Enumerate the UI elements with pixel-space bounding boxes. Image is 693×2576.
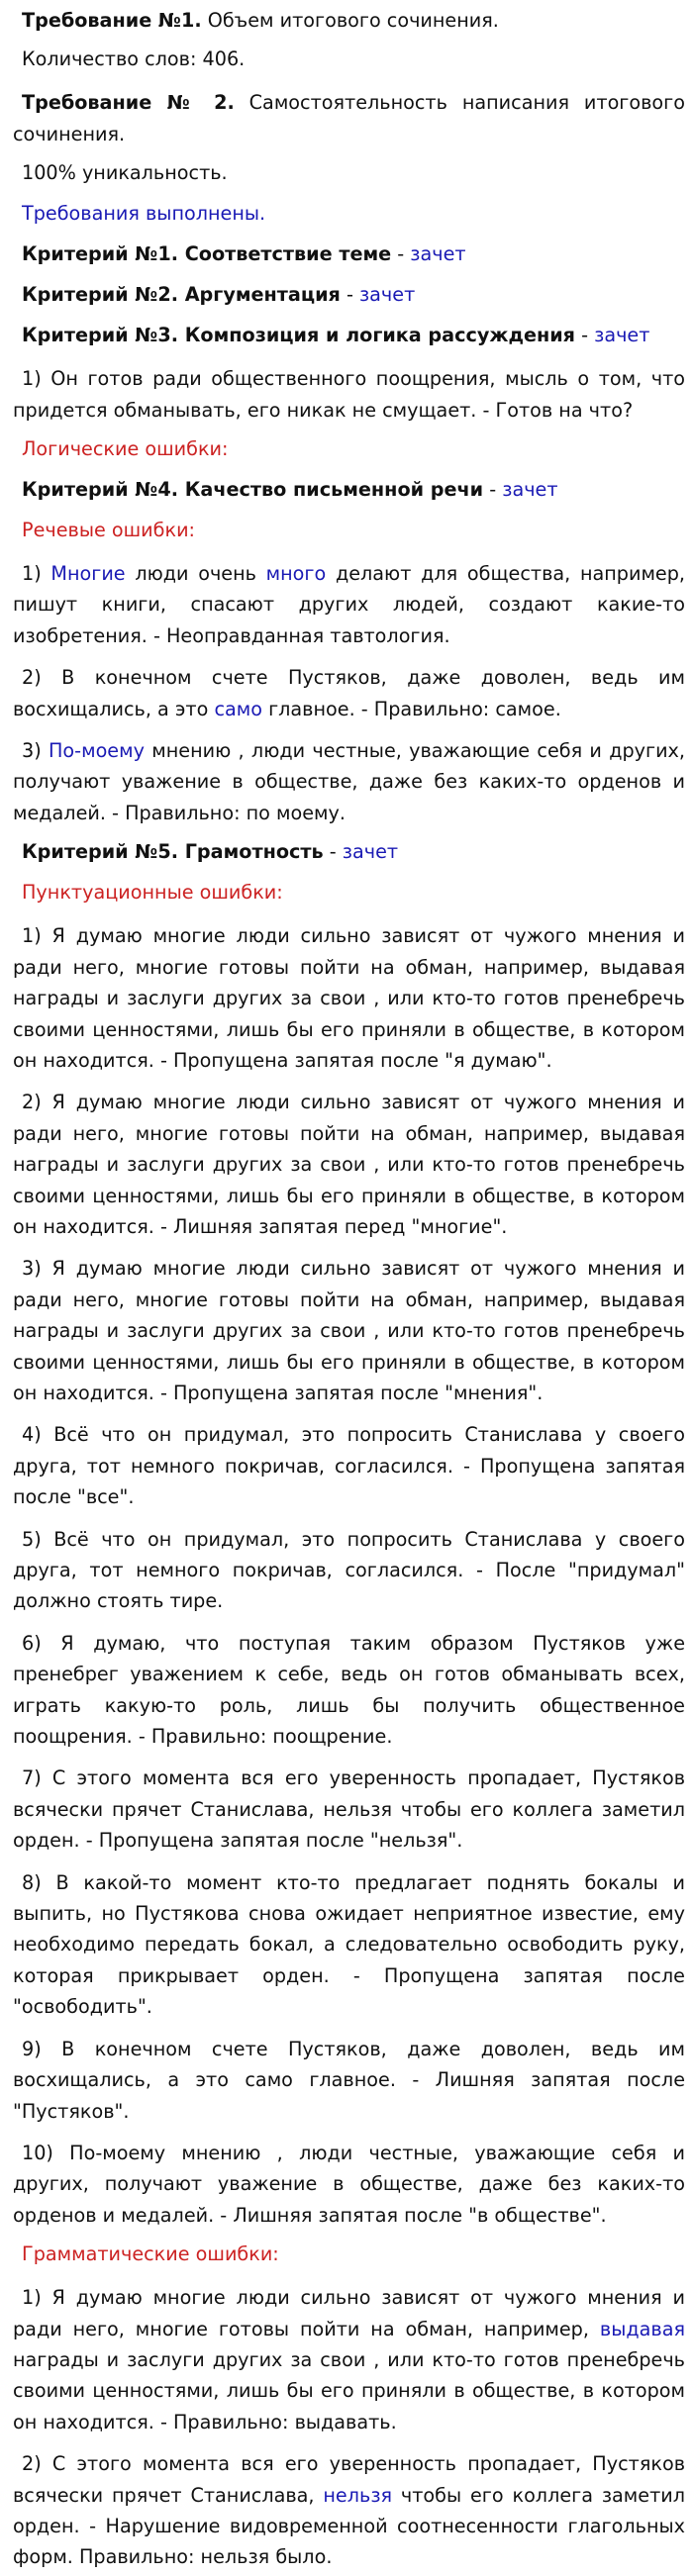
speech-item-3-post: мнению , люди честные, уважающие себя и других, получают уважение в обществе, даже без каких-то орденов и медалей. - Правильно: по моему.	[13, 739, 685, 824]
grammar-item-2-highlight: нельзя	[323, 2483, 393, 2507]
grammar-item-1-post: награды и заслуги других за свои , или кто-то готов пренебречь своими ценностями, лишь бы его приняли в обществе, в котором он находится. - Правильно: выдавать.	[13, 2347, 685, 2433]
logic-item-1: 1) Он готов ради общественного поощрения, мысль о том, что придется обманывать, его никак не смущает. - Готов на что?	[13, 367, 685, 422]
criterion-2-dash: -	[340, 283, 359, 307]
criterion-1-dash: -	[391, 242, 411, 266]
criterion-1-result: зачет	[410, 242, 466, 266]
logic-errors-label: Логические ошибки:	[22, 437, 229, 461]
criterion-1-title: Критерий №1. Соответствие теме	[22, 242, 392, 266]
criterion-4-title: Критерий №4. Качество письменной речи	[22, 478, 484, 502]
speech-item-1-highlight-2: много	[265, 562, 327, 586]
word-count: Количество слов: 406.	[22, 48, 246, 71]
grammar-item-2-post: чтобы его коллега заметил орден. - Нарушение видовременной соотнесенности глагольных форм. Правильно: нельзя было.	[13, 2483, 685, 2569]
punct-item-5: 5) Всё что он придумал, это попросить Станислава у своего друга, тот немного покричав, согласился. - После "придумал" должно стоять тире.	[13, 1527, 685, 1613]
uniqueness: 100% уникальность.	[22, 161, 228, 185]
criterion-2-title: Критерий №2. Аргументация	[22, 283, 341, 307]
grammar-item-1-highlight: выдавая	[599, 2317, 685, 2340]
speech-item-2-highlight: само	[214, 697, 262, 720]
grammar-item-1	[13, 2274, 685, 2440]
grammar-item-2-pre: 2) С этого момента вся его уверенность пропадает, Пустяков всячески прячет Станислава,	[13, 2452, 685, 2507]
criterion-3	[13, 315, 685, 355]
speech-item-1-pre: 1)	[22, 562, 51, 586]
criterion-4-result: зачет	[502, 478, 558, 502]
speech-item-2-post: главное. - Правильно: самое.	[261, 697, 561, 720]
criterion-3-title: Критерий №3. Композиция и логика рассуждения	[22, 324, 575, 347]
speech-errors-label: Речевые ошибки:	[22, 519, 196, 542]
punct-item-2: 2) Я думаю многие люди сильно зависят от чужого мнения и ради него, многие готовы пойти на обман, например, выдавая награды и заслуги других за свои , или кто-то готов пренебречь своими ценностями, лишь бы его приняли в обществе, в котором он находится. - Лишняя запятая перед "многие".	[13, 1091, 685, 1238]
punct-item-10: 10) По-моему мнению , люди честные, уважающие себя и других, получают уважение в обществе, даже без каких-то орденов и медалей. - Лишняя запятая после "в обществе".	[13, 2141, 685, 2227]
requirement-2	[13, 79, 685, 152]
criterion-3-dash: -	[575, 324, 595, 347]
criterion-2-result: зачет	[358, 283, 416, 307]
criterion-4-dash: -	[483, 478, 503, 502]
requirement-1-title: Требование №1.	[22, 9, 202, 32]
criterion-5-result: зачет	[342, 840, 399, 864]
criterion-1	[13, 234, 685, 274]
speech-item-1-post: делают для общества, например, пишут книги, спасают других людей, создают какие-то изобретения. - Неоправданная тавтология.	[13, 562, 685, 647]
criterion-4	[13, 469, 685, 510]
criterion-5-title: Критерий №5. Грамотность	[22, 840, 324, 864]
punct-item-8: 8) В какой-то момент кто-то предлагает поднять бокалы и выпить, но Пустякова снова ожидает неприятное известие, ему необходимо передать бокал, а следовательно освободить руку, которая прикрывает орден. - Пропущена запятая после "освободить".	[13, 1870, 685, 2019]
requirement-1-desc: Объем итогового сочинения.	[201, 9, 499, 32]
punct-item-7: 7) С этого момента вся его уверенность пропадает, Пустяков всячески прячет Станислава, нельзя чтобы его коллега заметил орден. - Пропущена запятая после "нельзя".	[13, 1766, 685, 1853]
speech-item-1-mid: люди очень	[125, 562, 266, 586]
criterion-2	[13, 274, 685, 315]
speech-item-3	[13, 727, 685, 831]
criterion-3-result: зачет	[594, 324, 650, 347]
criterion-5-dash: -	[323, 840, 343, 864]
grammar-item-2	[13, 2440, 685, 2576]
punctuation-errors-label: Пунктуационные ошибки:	[22, 881, 283, 905]
punct-item-6: 6) Я думаю, что поступая таким образом Пустяков уже пренебрег уважением к себе, ведь он готов обманывать всех, играть какую-то роль, лишь бы получить общественное поощрения. - Правильно: поощрение.	[13, 1631, 685, 1749]
punct-item-9: 9) В конечном счете Пустяков, даже доволен, ведь им восхищались, а это само главное. - Лишняя запятая после "Пустяков".	[13, 2037, 685, 2123]
speech-item-1-highlight: Многие	[50, 562, 126, 586]
punct-item-3: 3) Я думаю многие люди сильно зависят от чужого мнения и ради него, многие готовы пойти на обман, например, выдавая награды и заслуги других за свои , или кто-то готов пренебречь своими ценностями, лишь бы его приняли в обществе, в котором он находится. - Пропущена запятая после "мнения".	[13, 1257, 685, 1404]
speech-item-2	[13, 654, 685, 727]
speech-item-2-pre: 2) В конечном счете Пустяков, даже доволен, ведь им восхищались, а это	[13, 666, 685, 720]
punct-item-1: 1) Я думаю многие люди сильно зависят от чужого мнения и ради него, многие готовы пойти на обман, например, выдавая награды и заслуги других за свои , или кто-то готов пренебречь своими ценностями, лишь бы его приняли в обществе, в котором он находится. - Пропущена запятая после "я думаю".	[13, 924, 685, 1072]
requirement-1	[13, 0, 685, 39]
grammar-errors-label: Грамматические ошибки:	[22, 2242, 279, 2266]
speech-item-1	[13, 550, 685, 654]
criterion-5	[13, 831, 685, 872]
speech-item-3-highlight: По-моему	[49, 739, 145, 763]
grammar-item-1-pre: 1) Я думаю многие люди сильно зависят от чужого мнения и ради него, многие готовы пойти на обман, например,	[13, 2286, 685, 2340]
punct-item-4: 4) Всё что он придумал, это попросить Станислава у своего друга, тот немного покричав, согласился. - Пропущена запятая после "все".	[13, 1423, 685, 1509]
requirement-2-desc: Самостоятельность написания итогового сочинения.	[13, 91, 685, 145]
requirement-2-title: Требование № 2.	[22, 91, 235, 115]
requirements-met: Требования выполнены.	[22, 202, 266, 226]
speech-item-3-pre: 3)	[22, 739, 49, 763]
